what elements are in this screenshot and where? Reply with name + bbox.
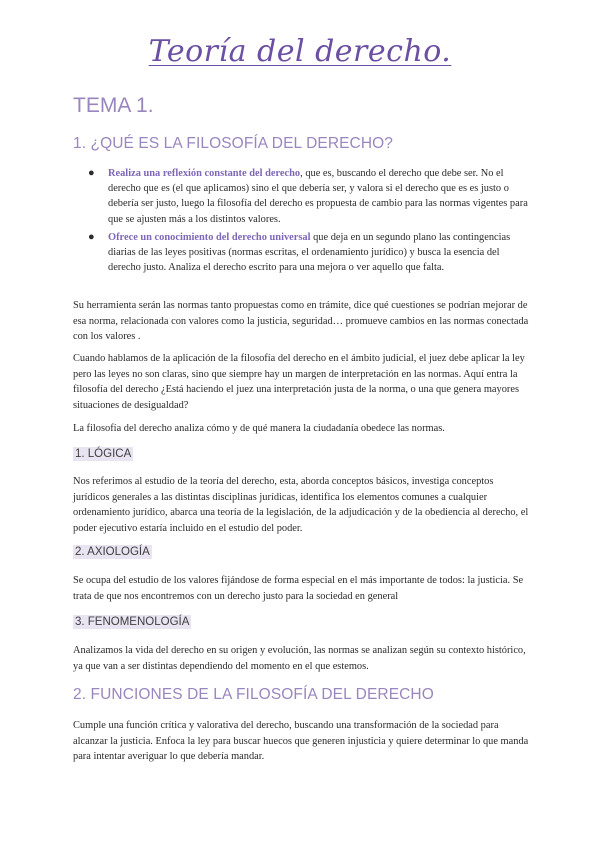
- bullet-item: [88, 230, 530, 276]
- bullet-text: que deja en un segundo plano las contingencias diarias de las leyes positivas (normas escritas, el ordenamiento jurídico) y busca la esencia del derecho justo. Analiza el derecho escrito para una mejora o ver aquello que falta.: [108, 231, 511, 274]
- section-2-text: Cumple una función crítica y valorativa del derecho, buscando una transformación de la sociedad para alcanzar la justicia. Enfoca la ley para buscar huecos que generen injusticia y quiere determinar lo que manda para intentar averiguar lo que debería mandar.: [73, 720, 529, 763]
- section-1-title: 1. ¿QUÉ ES LA FILOSOFÍA DEL DERECHO?: [73, 135, 394, 152]
- paragraph-tools: Su herramienta serán las normas tanto propuestas como en trámite, dice qué cuestiones se podrían mejorar de esa norma, relacionada con valores como la justicia, seguridad… promueve cambios en las normas conectada con los valores .: [73, 300, 529, 343]
- subsection-fenomenologia-text: Analizamos la vida del derecho en su origen y evolución, las normas se analizan según su contexto histórico, ya que van a ser distintas dependiendo del momento en el que estemos.: [73, 645, 526, 672]
- subsection-axiologia-title: 2. AXIOLOGÍA: [75, 546, 150, 558]
- tema-heading: TEMA 1.: [73, 94, 154, 117]
- document-title: Teoría del derecho.: [148, 34, 452, 69]
- subsection-fenomenologia-title: 3. FENOMENOLOGÍA: [75, 616, 190, 628]
- bullet-highlight: Realiza una reflexión constante del derecho: [108, 168, 301, 179]
- bullet-item: [88, 166, 530, 227]
- bullet-dot-icon: ●: [88, 167, 95, 179]
- subsection-logica-title: 1. LÓGICA: [75, 448, 132, 460]
- bullet-text: , que es, buscando el derecho que debe ser. No el derecho que es (el que aplicamos) sino el que debería ser, y valora si el derecho que es es justo o debería ser justo, luego la filosofía del derecho es propuesta de cambio para las normas vigentes para que se ajusten más a los distintos valores.: [108, 168, 528, 225]
- paragraph-judicial: Cuando hablamos de la aplicación de la filosofía del derecho en el ámbito judicial, el juez debe aplicar la ley pero las leyes no son claras, sino que siempre hay un margen de interpretación en las normas. Aquí entra la filosofía del derecho ¿Está haciendo el juez una interpretación justa de la norma, o una que genera mayores situaciones de desigualdad?: [73, 353, 525, 411]
- bullet-dot-icon: ●: [88, 230, 95, 243]
- bullet-list: [88, 166, 530, 278]
- section-2-title: 2. FUNCIONES DE LA FILOSOFÍA DEL DERECHO: [73, 686, 434, 703]
- subsection-logica-text: Nos referimos al estudio de la teoría del derecho, esta, aborda conceptos básicos, investiga conceptos jurídicos generales a las distintas disciplinas jurídicas, identifica los elementos comunes a cualquier ordenamiento jurídico, abarca una teoría de la legislación, de la adjudicación y de la obediencia al derecho, el poder ejecutivo estaría incluido en el estudio del poder.: [73, 476, 529, 534]
- paragraph-obedience: La filosofía del derecho analiza cómo y de qué manera la ciudadanía obedece las normas.: [73, 423, 445, 434]
- bullet-highlight: Ofrece un conocimiento del derecho universal: [108, 231, 311, 243]
- subsection-axiologia-text: Se ocupa del estudio de los valores fijándose de forma especial en el más importante de todos: la justicia. Se trata de que nos encontremos con un derecho justo para la sociedad en general: [73, 575, 524, 602]
